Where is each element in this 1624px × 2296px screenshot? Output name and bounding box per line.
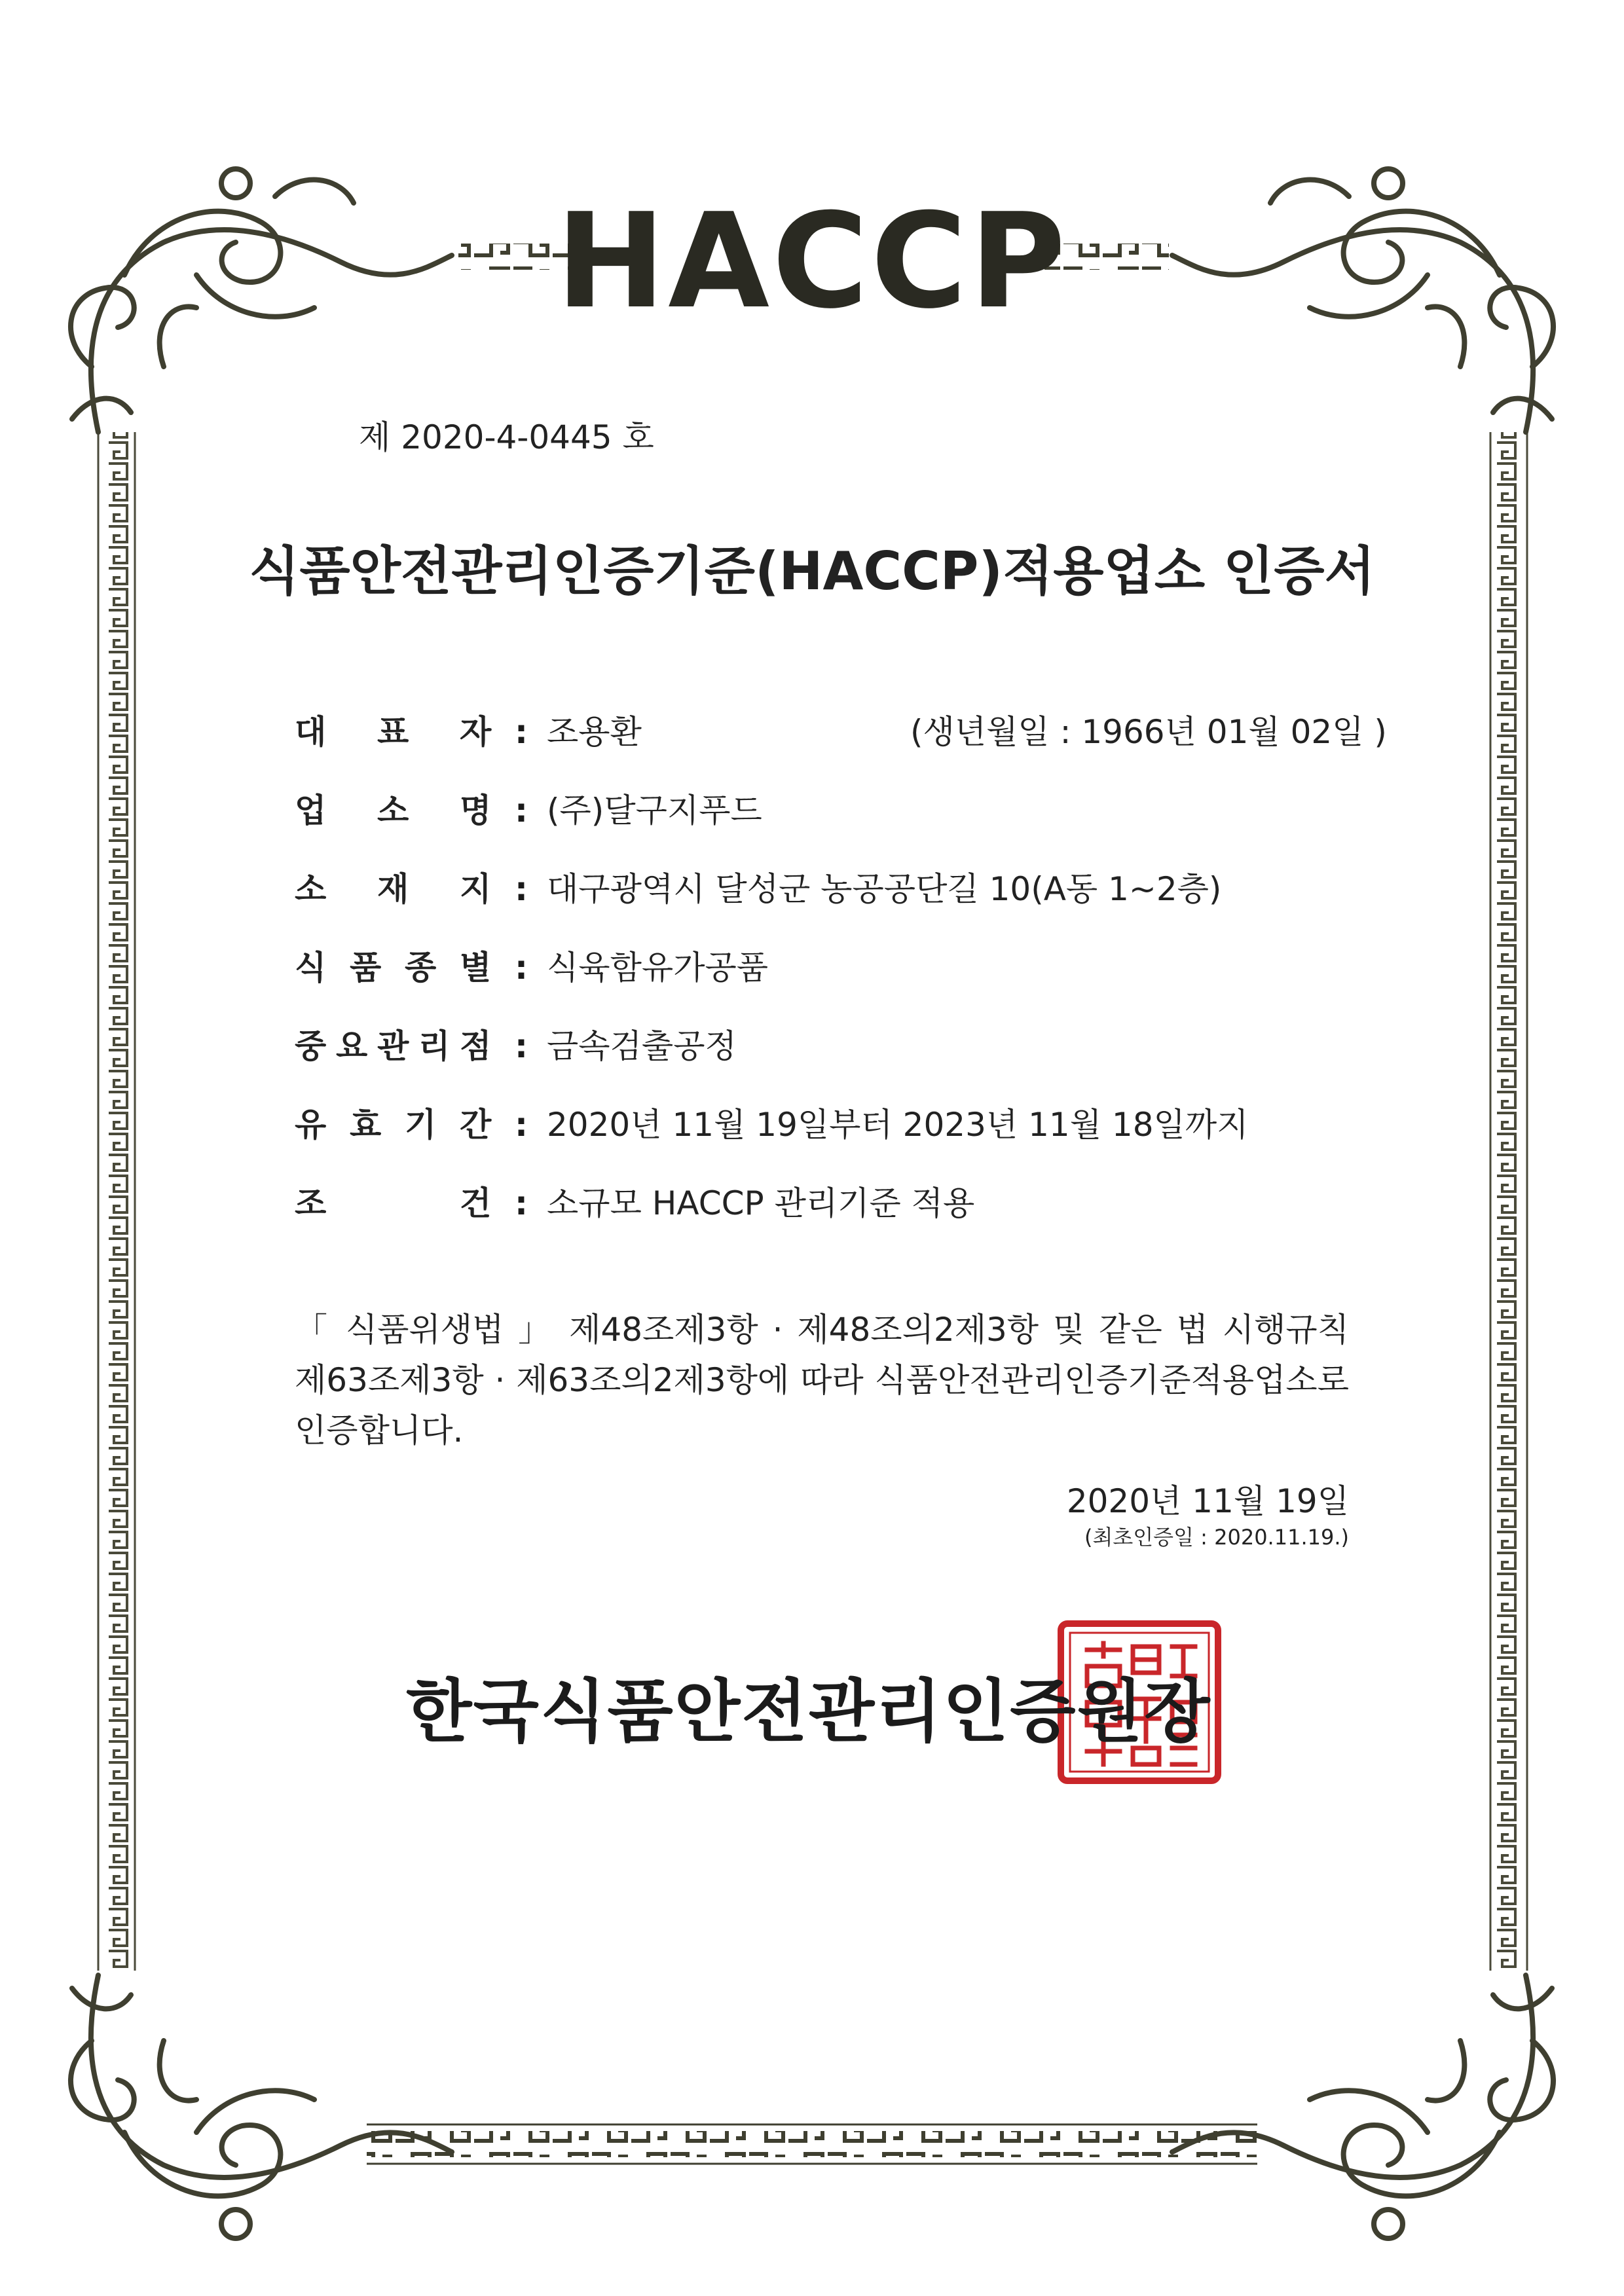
field-value: 조용환 [547,713,642,751]
label-char: 지 [460,870,492,908]
field-value: 2020년 11월 19일부터 2023년 11월 18일까지 [547,1106,1249,1144]
label-char: 소 [295,870,327,908]
right-border [1490,432,1527,1971]
colon: : [515,870,528,908]
left-border [98,432,135,1971]
label-char: 기 [405,1106,437,1144]
colon: : [515,713,528,751]
label-char: 종 [405,949,437,987]
statement-line: 「 식품위생법 」 제48조제3항 · 제48조의2제3항 및 같은 법 시행규칙 [295,1311,1349,1349]
label-char: 조 [295,1184,327,1222]
statement-line: 인증합니다. [295,1412,464,1449]
label-char: 점 [460,1027,492,1065]
label-char: 식 [295,949,327,987]
field-value: 소규모 HACCP 관리기준 적용 [547,1184,975,1222]
colon: : [515,1027,528,1065]
statement-line: 제63조제3항 · 제63조의2제3항에 따라 식품안전관리인증기준적용업소로 [295,1361,1349,1399]
bottom-border [367,2124,1257,2164]
corner-ornament-bottom-left [71,1975,452,2238]
label-char: 대 [295,713,327,751]
certificate-number: 제 2020-4-0445 호 [359,418,654,456]
field-value: 금속검출공정 [547,1027,737,1065]
colon: : [515,949,528,987]
colon: : [515,1184,528,1222]
field-value: 대구광역시 달성군 농공공단길 10(A동 1~2층) [547,870,1222,908]
label-char: 자 [460,713,492,751]
label-char: 업 [295,792,327,829]
haccp-badge-title: HACCP [555,185,1069,338]
label-char: 요 [336,1027,368,1065]
label-char: 간 [460,1106,492,1144]
field-value: (주)달구지푸드 [547,792,762,829]
label-char: 소 [377,792,409,829]
issuer-name: 한국식품안전관리인증원장 [406,1671,1211,1751]
label-char: 품 [350,949,382,987]
document-title: 식품안전관리인증기준(HACCP)적용업소 인증서 [249,541,1375,602]
corner-ornament-bottom-right [1172,1975,1553,2238]
colon: : [515,792,528,829]
issue-date: 2020년 11월 19일 [1066,1482,1349,1520]
label-char: 표 [377,713,409,751]
label-char: 건 [460,1184,492,1222]
label-char: 별 [460,949,492,987]
birth-date: (생년월일 : 1966년 01월 02일 ) [910,713,1387,751]
colon: : [515,1106,528,1144]
label-char: 중 [295,1027,327,1065]
label-char: 재 [377,870,409,908]
field-value: 식육함유가공품 [547,949,769,987]
label-char: 관 [377,1027,409,1065]
label-char: 리 [418,1027,451,1065]
label-char: 유 [295,1106,327,1144]
first-certification-date: (최초인증일 : 2020.11.19.) [1084,1525,1349,1550]
label-char: 효 [350,1106,382,1144]
label-char: 명 [460,792,492,829]
certification-statement [295,1305,1349,1456]
